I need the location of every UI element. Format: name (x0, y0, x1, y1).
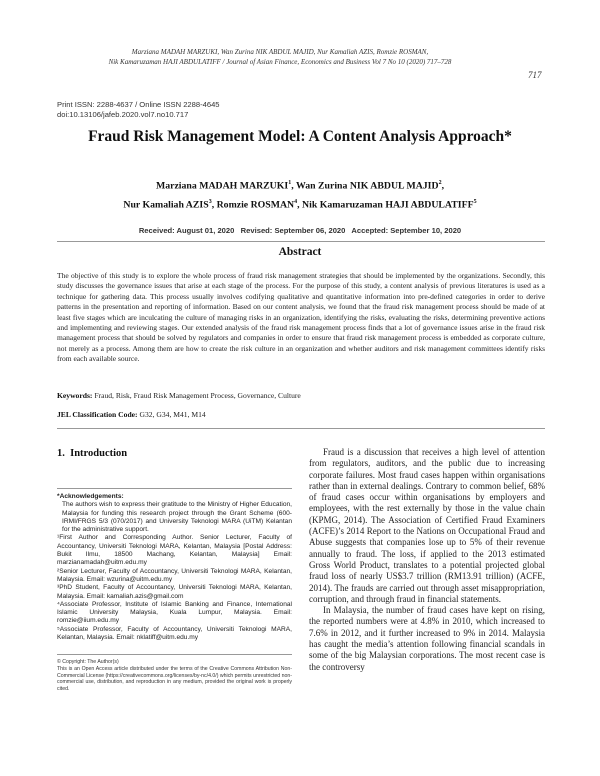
author-line-1: Marziana MADAH MARZUKI$^1$, Wan Zurina NIK ABDUL MAJID$^2$, (155, 180, 445, 192)
divider-bottom (57, 428, 545, 429)
footnote-5: ⁵Associate Professor, Faculty of Accountancy, Universiti Teknologi MARA, Kelantan, Malaysia. Email: nklatiff@uitm.edu.my (57, 625, 292, 642)
jel-text: G32, G34, M41, M14 (137, 410, 206, 419)
running-head (70, 47, 490, 67)
footnotes (57, 493, 292, 642)
paper-title: Fraud Risk Management Model: A Content Analysis Approach* (88, 128, 512, 145)
submission-dates: Received: August 01, 2020 Revised: September 06, 2020 Accepted: September 10, 2020 (138, 226, 462, 235)
running-head-line-2: Nik Kamaruzaman HAJI ABDULATIFF / Journal of Asian Finance, Economics and Business Vol 7 No 10 (2020) 717–728 (108, 58, 452, 66)
intro-paragraph-1: Fraud is a discussion that receives a high level of attention from regulators, auditors, and the public due to increasing corporate failures. Most fraud cases happen within organisations rather than in external dealings. Contrary to common belief, 68% of fraud cases occur within organisations by employers and employees, with the rest externally by those in the value chain (KPMG, 2014). The Association of Certified Fraud Examiners (ACFE)’s 2014 Report to the Nations on Occupational Fraud and Abuse suggests that companies lose up to 5% of their revenue annually to fraud. The loss, if applied to the 2013 estimated Gross World Product, translates to a potential projected global fraud loss of nearly US$3.7 trillion (RM13.91 trillion) (ACFE, 2014). The frauds are carried out through asset misappropriation, corruption, and through fraud in financial statements. (309, 447, 545, 604)
issn-line: Print ISSN: 2288-4637 / Online ISSN 2288-4645 (57, 100, 220, 109)
abstract-heading: Abstract (278, 246, 322, 258)
section-heading-introduction: 1. Introduction (57, 448, 128, 459)
license-text: This is an Open Access article distributed under the terms of the Creative Commons Attribution Non-Commercial License (https://creativecommons.org/licenses/by-nc/4.0/) which permits unrestricted non-commercial use, distribution, and reproduction in any medium, provided the original work is properly cited. (57, 665, 292, 693)
author-4-sup: 4 (294, 199, 298, 205)
author-5: Nik Kamaruzaman HAJI ABDULATIFF (302, 199, 474, 211)
author-2: Wan Zurina NIK ABDUL MAJID (295, 180, 439, 192)
author-1-sup: 1 (288, 180, 292, 186)
copyright-line: © Copyright: The Author(s) (57, 659, 119, 665)
footnote-1: ¹First Author and Corresponding Author. Senior Lecturer, Faculty of Accountancy, Universiti Teknologi MARA, Kelantan, Malaysia [Postal Address: Bukit Ilmu, 18500 Machang, Kelantan, Malaysia] Email: marzianamadah@uitm.edu.my (57, 534, 292, 567)
keywords-label: Keywords: (57, 391, 93, 400)
footnote-divider (57, 488, 292, 489)
intro-paragraph-2: In Malaysia, the number of fraud cases have kept on rising, the reported numbers were at 4.8% in 2010, which increased to 7.6% in 2012, and it further increased to 9% in 2014. Malaysia has caught the media’s attention following financial scandals in some of the big Malaysian corporations. The most recent case is the controversy (309, 605, 545, 672)
page-number: 717 (528, 70, 542, 80)
keywords-text: Fraud, Risk, Fraud Risk Management Process, Governance, Culture (92, 391, 301, 400)
author-line-2: Nur Kamaliah AZIS$^3$, Romzie ROSMAN$^4$, Nik Kamaruzaman HAJI ABDULATIFF$^5$ (123, 199, 477, 211)
ack-text: The authors wish to express their gratitude to the Ministry of Higher Education, Malaysia for funding this research project through the Grant Scheme (600-IRMI/FRGS 5/3 (070/2017) and University Teknologi MARA (UiTM) Kelantan for the administrative support. (62, 501, 292, 534)
doi-line[interactable]: doi:10.13106/jafeb.2020.vol7.no10.717 (57, 110, 189, 119)
author-4: Romzie ROSMAN (216, 199, 295, 211)
keywords (57, 391, 301, 400)
introduction-body (309, 447, 545, 673)
footnote-3: ³PhD Student, Faculty of Accountancy, Universiti Teknologi MARA, Kelantan, Malaysia. Email: kamaliah.azis@gmail.com (57, 584, 292, 600)
author-5-sup: 5 (473, 199, 477, 205)
author-1: Marziana MADAH MARZUKI (155, 180, 289, 192)
ack-label: *Acknowledgements: (57, 493, 124, 500)
running-head-line-1: Marziana MADAH MARZUKI, Wan Zurina NIK ABDUL MAJID, Nur Kamaliah AZIS, Romzie ROSMAN, (131, 48, 429, 56)
jel-label: JEL Classification Code: (57, 410, 138, 419)
author-3: Nur Kamaliah AZIS (123, 199, 209, 211)
issn-block (57, 100, 220, 120)
author-2-sup: 2 (438, 180, 442, 186)
footnote-4: ⁴Associate Professor, Institute of Islamic Banking and Finance, International Islamic University Malaysia, Kuala Lumpur, Malaysia. Email: romzie@iium.edu.my (57, 600, 292, 625)
copyright-divider (57, 654, 292, 655)
jel-codes (57, 410, 206, 419)
divider-top (57, 241, 545, 242)
author-3-sup: 3 (208, 199, 212, 205)
footnote-2: ²Senior Lecturer, Faculty of Accountancy, Universiti Teknologi MARA, Kelantan, Malaysia. Email: wzurina@uitm.edu.my (57, 567, 292, 583)
copyright-notice (57, 659, 292, 693)
abstract-text: The objective of this study is to explore the whole process of fraud risk management strategies that should be implemented by the organizations. Secondly, this study discusses the governance issues that arise at each stage of the process. For the purpose of this study, a content analysis of previous literatures is used as a technique for gathering data. This process usually involves codifying qualitative and quantitative information into pre-defined categories in order to derive patterns in the presentation and reporting of information. Based on our content analysis, we found that the fraud risk management process should be made of at least five stages which are inculcating the culture of managing risks in an organization, identifying the risks, evaluating the risks, determining preventive actions and implementing and reviewing stages. Our extended analysis of the fraud risk management process finds that a lot of governance issues arise in the fraud risk management process that should be solved by regulators and companies in order to ensure that fraud risk management process is embedded as corporate culture, not merely as a process. Among them are how to create the risk culture in an organization and whether auditors and risk management committees identify risks from each available source. (57, 271, 545, 364)
